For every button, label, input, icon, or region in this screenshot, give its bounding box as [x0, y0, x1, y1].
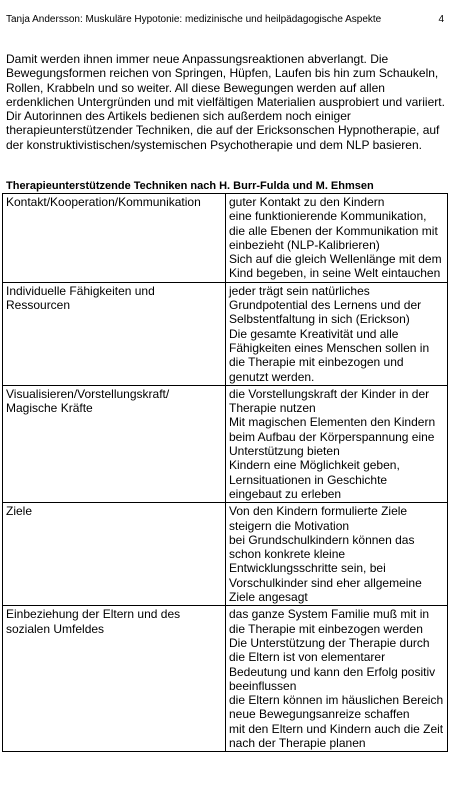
- table-title: Therapieunterstützende Techniken nach H. Burr-Fulda und M. Ehmsen: [6, 180, 374, 192]
- description-line: Entwicklungsschritte sein, bei: [229, 561, 386, 576]
- description-line: das ganze System Familie muß mit in: [229, 607, 430, 622]
- table-row: [3, 282, 448, 385]
- description-line: beim Aufbau der Körperspannung eine: [229, 429, 435, 444]
- description-line: Bedeutung und kann den Erfolg positiv: [229, 664, 436, 679]
- technique-line: sozialen Umfeldes: [6, 621, 105, 636]
- description-line: jeder trägt sein natürliches: [229, 283, 370, 298]
- table-row: [3, 194, 448, 283]
- description-cell: [226, 385, 448, 502]
- description-line: Die gesamte Kreativität und alle: [229, 326, 399, 341]
- description-line: die Eltern ist von elementarer: [229, 650, 386, 665]
- technique-line: Ziele: [6, 504, 33, 519]
- description-line: eingebaut zu erleben: [229, 486, 342, 501]
- description-line: die Vorstellungskraft der Kinder in der: [229, 386, 430, 401]
- description-cell: [226, 503, 448, 606]
- description-line: bei Grundschulkindern können das: [229, 532, 415, 547]
- technique-line: Einbeziehung der Eltern und des: [6, 607, 181, 622]
- description-line: Kindern eine Möglichkeit geben,: [229, 458, 400, 473]
- description-line: die Therapie mit einbezogen und: [229, 355, 404, 370]
- description-line: Sich auf die gleich Wellenlänge mit dem: [229, 252, 442, 267]
- table-row: [3, 385, 448, 502]
- technique-cell: [3, 385, 226, 502]
- page-header: [6, 14, 444, 25]
- description-line: die Therapie mit einbezogen werden: [229, 621, 423, 636]
- description-line: Lernsituationen in Geschichte: [229, 472, 388, 487]
- description-line: Kind begeben, in seine Welt eintauchen: [229, 266, 441, 281]
- description-line: Fähigkeiten eines Menschen sollen in: [229, 340, 430, 355]
- technique-line: Visualisieren/Vorstellungskraft/: [6, 386, 170, 401]
- intro-text: [6, 52, 446, 152]
- description-line: Unterstützung bieten: [229, 444, 340, 459]
- technique-cell: [3, 194, 226, 283]
- technique-cell: [3, 503, 226, 606]
- description-cell: [226, 282, 448, 385]
- description-line: die alle Ebenen der Kommunikation mit: [229, 223, 438, 238]
- table-row: [3, 503, 448, 606]
- technique-line: Individuelle Fähigkeiten und: [6, 283, 155, 298]
- description-cell: [226, 606, 448, 752]
- description-line: beeinflussen: [229, 678, 297, 693]
- description-line: Ziele angesagt: [229, 590, 308, 605]
- techniques-table: [2, 193, 448, 752]
- intro-paragraph-2: Dir Autorinnen des Artikels bedienen sich außerdem noch einiger therapieunterstützender Techniken, die auf der Ericksonschen Hypnotherapie, auf der konstruktivistischen/systemischen Psychotherapie und dem NLP basieren.: [6, 109, 440, 152]
- description-line: neue Bewegungsanreize schaffen: [229, 707, 410, 722]
- table-row: [3, 606, 448, 752]
- description-line: schon konkrete kleine: [229, 547, 346, 562]
- document-title: Tanja Andersson: Muskuläre Hypotonie: medizinische und heilpädagogische Aspekte: [6, 14, 382, 25]
- description-line: Therapie nutzen: [229, 401, 316, 416]
- technique-line: Magische Kräfte: [6, 401, 93, 416]
- technique-line: Kontakt/Kooperation/Kommunikation: [6, 195, 201, 209]
- description-line: einbezieht (NLP-Kalibrieren): [229, 237, 380, 252]
- description-line: Vorschulkinder sind eher allgemeine: [229, 575, 422, 590]
- description-line: die Eltern können im häuslichen Bereich: [229, 693, 444, 708]
- description-line: Die Unterstützung der Therapie durch: [229, 635, 430, 650]
- description-line: steigern die Motivation: [229, 518, 350, 533]
- description-cell: [226, 194, 448, 283]
- technique-line: Ressourcen: [6, 298, 71, 313]
- technique-cell: [3, 606, 226, 752]
- intro-paragraph-1: Damit werden ihnen immer neue Anpassungsreaktionen abverlangt. Die Bewegungsformen reichen von Springen, Hüpfen, Laufen bis hin zum Schaukeln, Rollen, Krabbeln und so weiter. All diese Bewegungen werden auf allen erdenklichen Untergründen und mit vielfältigen Materialien ausprobiert und variiert.: [6, 52, 445, 109]
- description-line: genutzt werden.: [229, 369, 315, 384]
- description-line: Von den Kindern formulierte Ziele: [229, 504, 408, 519]
- description-line: Grundpotential des Lernens und der: [229, 298, 422, 313]
- description-line: mit den Eltern und Kindern auch die Zeit: [229, 721, 444, 736]
- description-line: eine funktionierende Kommunikation,: [229, 209, 427, 224]
- description-line: guter Kontakt zu den Kindern: [229, 195, 385, 209]
- description-line: Mit magischen Elementen den Kindern: [229, 415, 436, 430]
- technique-cell: [3, 282, 226, 385]
- description-line: Selbstentfaltung in sich (Erickson): [229, 312, 410, 327]
- description-line: nach der Therapie planen: [229, 735, 366, 750]
- page-number: 4: [438, 14, 444, 25]
